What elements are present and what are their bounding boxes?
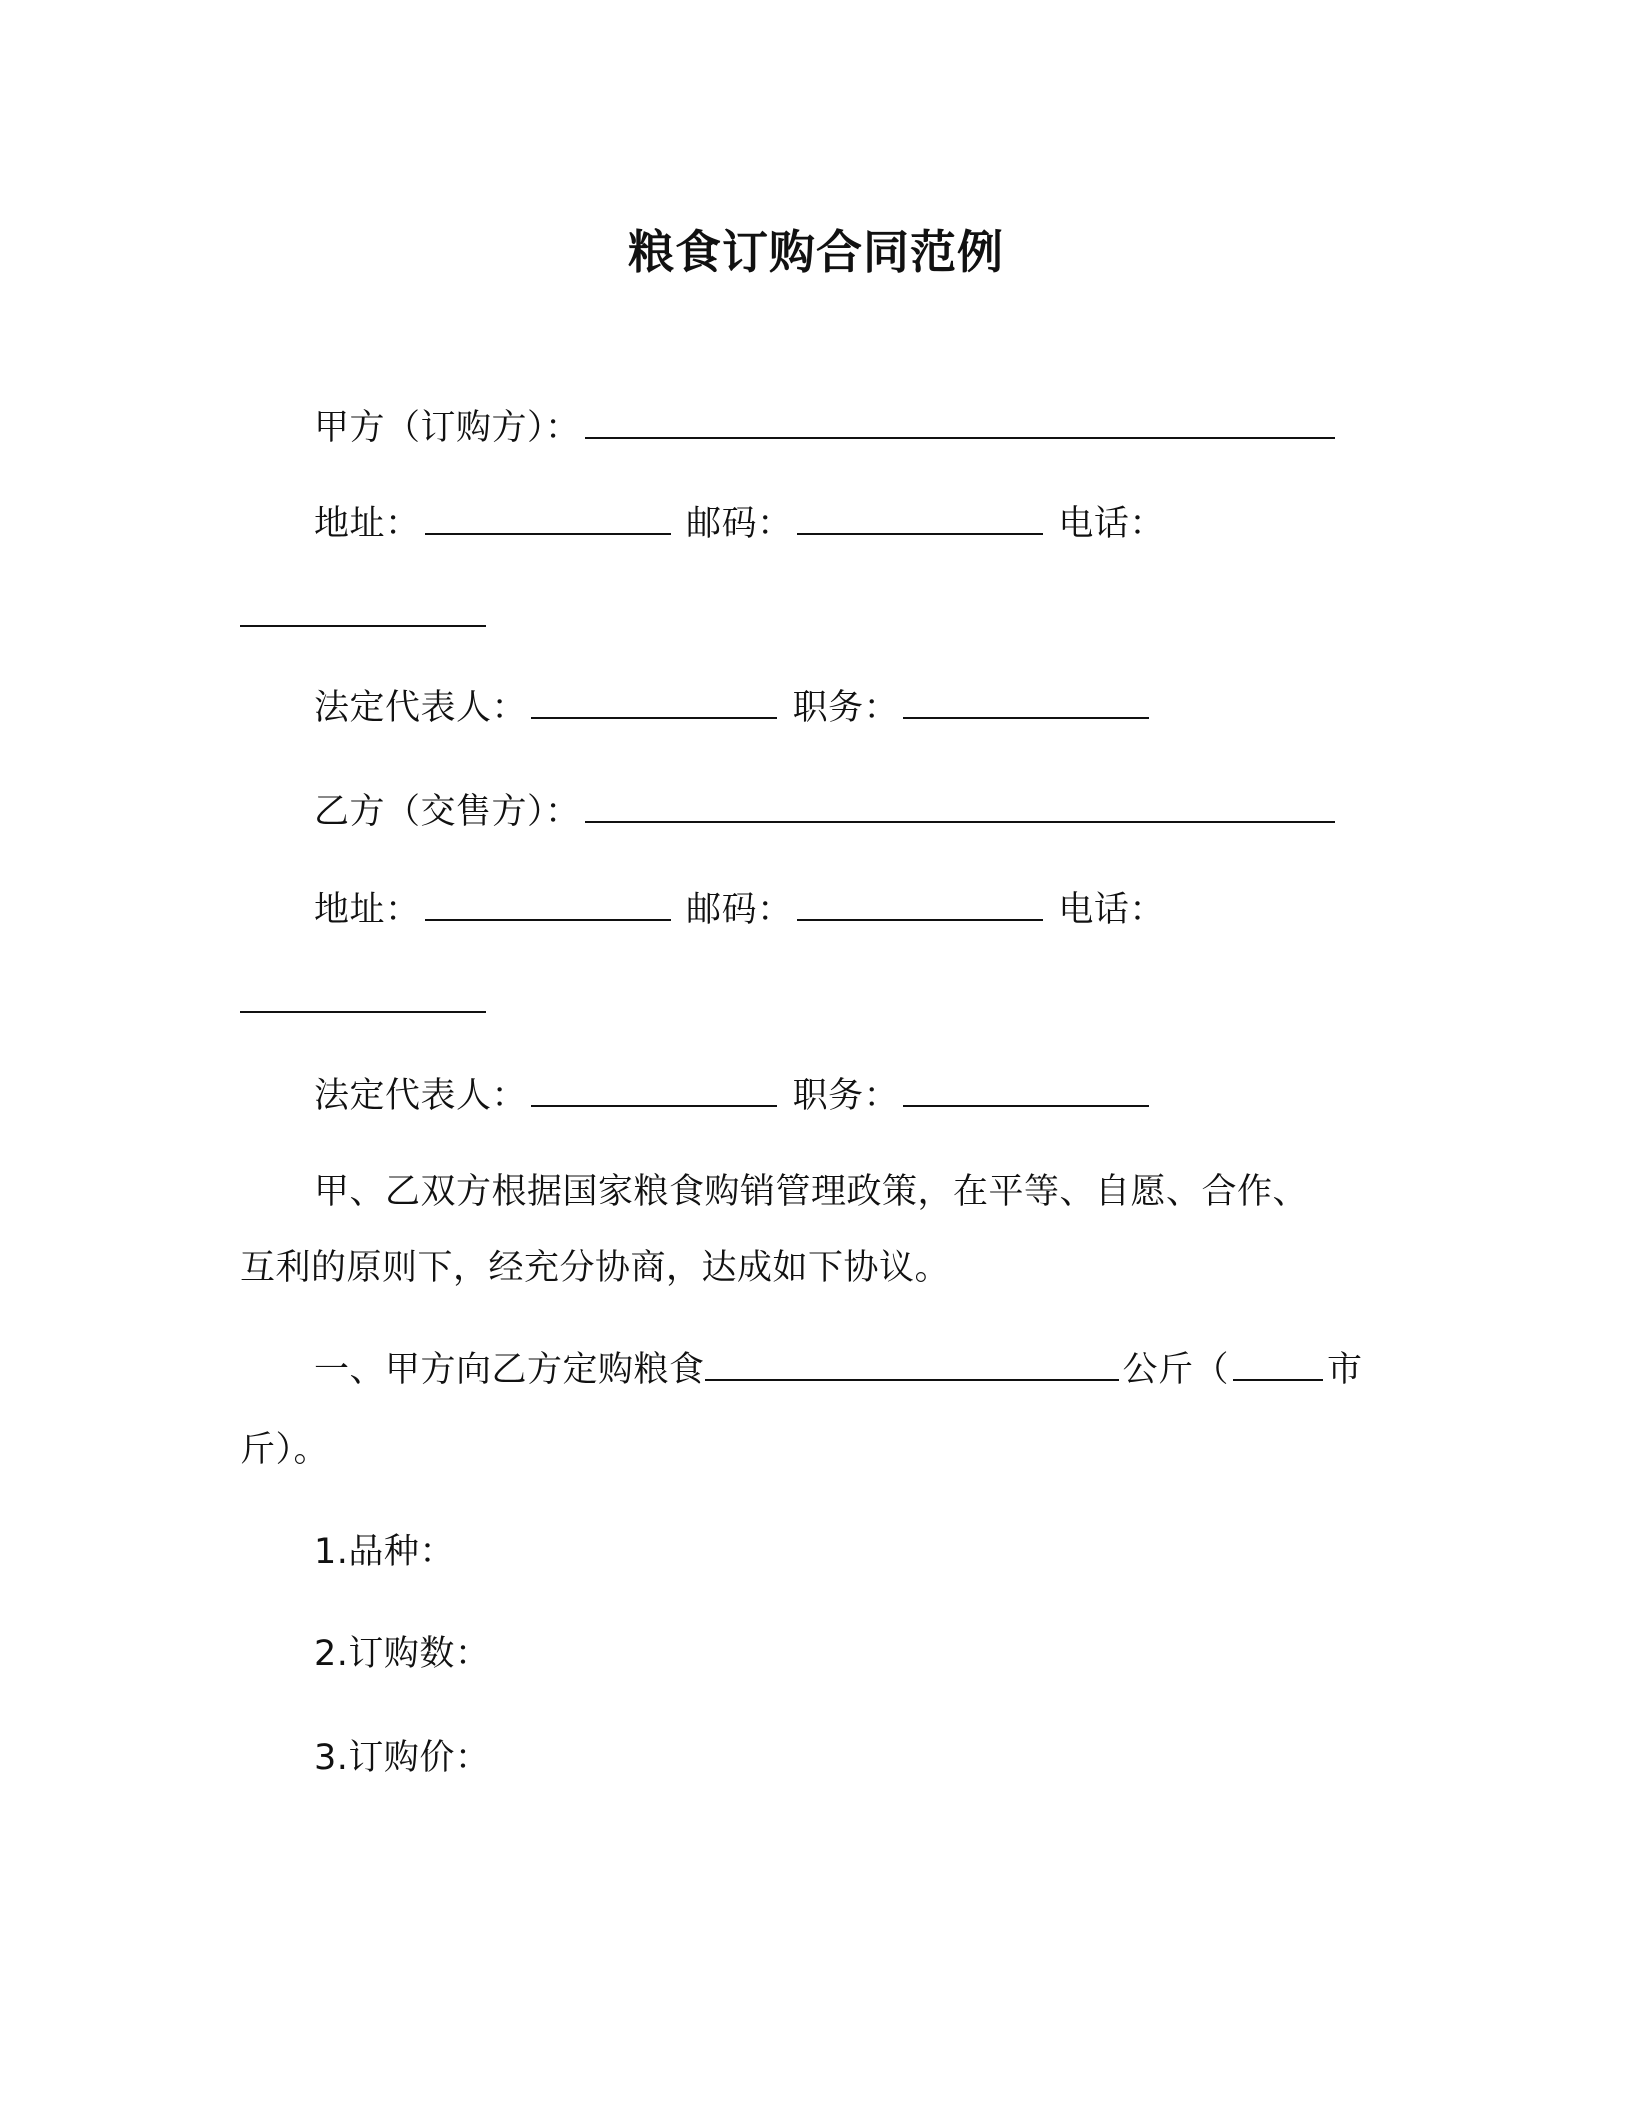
party-a-position-field[interactable]: [903, 687, 1149, 719]
party-a-address-field[interactable]: [425, 503, 671, 535]
party-b-position-field[interactable]: [903, 1075, 1149, 1107]
grain-quantity-field[interactable]: [705, 1349, 1119, 1381]
party-b-name-field[interactable]: [585, 791, 1335, 823]
party-a-address-label: 地址：: [314, 504, 421, 544]
clause-1-line: [314, 1346, 1363, 1394]
party-a-line: [314, 404, 1339, 452]
party-b-address-field[interactable]: [425, 889, 671, 921]
item-variety: 1.品种：: [314, 1532, 455, 1572]
party-a-phone-line: [240, 592, 490, 640]
party-a-phone-label: 电话：: [1058, 504, 1165, 544]
unit-kg: 公斤（: [1122, 1350, 1230, 1390]
party-b-contact-line: [314, 886, 1165, 934]
document-title: 粮食订购合同范例: [628, 225, 1004, 279]
party-a-label: 甲方（订购方）：: [314, 408, 581, 448]
party-b-rep-line: [314, 1072, 1153, 1120]
party-a-rep-field[interactable]: [531, 687, 777, 719]
preamble-line-1: 甲、乙双方根据国家粮食购销管理政策，在平等、自愿、合作、: [314, 1172, 1309, 1212]
party-b-label: 乙方（交售方）：: [314, 792, 581, 832]
party-a-name-field[interactable]: [585, 407, 1335, 439]
party-a-postcode-label: 邮码：: [686, 504, 793, 544]
clause-1-continuation: 斤）。: [240, 1430, 330, 1470]
party-a-postcode-field[interactable]: [797, 503, 1043, 535]
party-b-position-label: 职务：: [792, 1076, 900, 1116]
party-a-rep-line: [314, 684, 1153, 732]
party-a-phone-field[interactable]: [240, 595, 486, 627]
party-b-line: [314, 788, 1339, 836]
unit-jin-part1: 市: [1327, 1350, 1363, 1390]
party-b-rep-field[interactable]: [531, 1075, 777, 1107]
item-order-price: 3.订购价：: [314, 1738, 491, 1778]
party-b-postcode-field[interactable]: [797, 889, 1043, 921]
party-a-position-label: 职务：: [792, 688, 900, 728]
party-b-phone-field[interactable]: [240, 981, 486, 1013]
party-a-contact-line: [314, 500, 1165, 548]
party-b-address-label: 地址：: [314, 890, 421, 930]
party-b-phone-line: [240, 978, 490, 1026]
grain-jin-field[interactable]: [1233, 1349, 1323, 1381]
party-b-rep-label: 法定代表人：: [314, 1076, 528, 1116]
clause-1-prefix: 一、甲方向乙方定购粮食: [314, 1350, 705, 1390]
preamble-line-2: 互利的原则下，经充分协商，达成如下协议。: [240, 1248, 951, 1288]
party-b-postcode-label: 邮码：: [686, 890, 793, 930]
item-order-quantity: 2.订购数：: [314, 1634, 491, 1674]
party-b-phone-label: 电话：: [1058, 890, 1165, 930]
party-a-rep-label: 法定代表人：: [314, 688, 528, 728]
